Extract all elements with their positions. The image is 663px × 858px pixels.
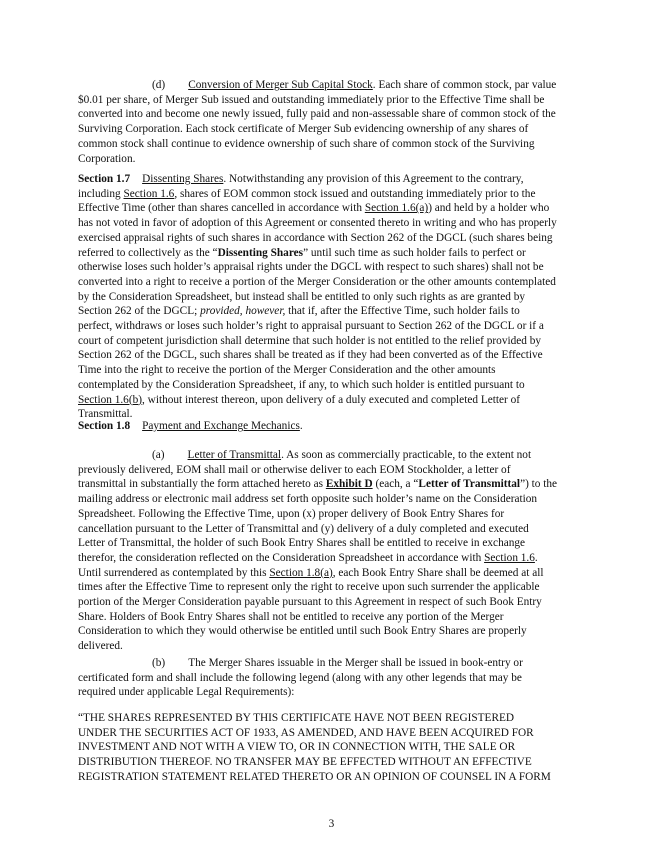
paragraph-line [78,393,590,408]
legend-line: “THE SHARES REPRESENTED BY THIS CERTIFICATE HAVE NOT BEEN REGISTERED [78,712,515,724]
paragraph-line [78,78,590,93]
section-heading: Payment and Exchange Mechanics [142,420,300,432]
text-run: transmittal in substantially the form attached hereto as [78,478,326,491]
legend-line: UNDER THE SECURITIES ACT OF 1933, AS AMENDED, AND HAVE BEEN ACQUIRED FOR [78,726,534,739]
text-run: that if, after the Effective Time, such holder fails to [285,305,520,318]
paragraph-line [78,187,590,202]
text-run: The Merger Shares issuable in the Merger shall be issued in book-entry or [188,657,523,669]
paragraph-line: converted into and become one newly issued, fully paid and non-assessable share of common stock of the [78,108,556,121]
paragraph-line: required under applicable Legal Requirements): [78,686,295,699]
paragraph-line [78,566,590,581]
paragraph-line: has not voted in favor of adoption of this Agreement or consented thereto in writing and who has properly [78,217,557,230]
paragraph-line: by the Consideration Spreadsheet, but instead shall be entitled to only such rights as are granted by [78,290,526,303]
text-run: . [299,420,303,432]
paragraph-line: certificated form and shall include the following legend (along with any other legends that may be [78,671,522,684]
section-heading: Dissenting Shares [142,173,224,185]
paragraph-line: times after the Effective Time to represent only the right to receive upon such surrender the applicable [78,581,540,594]
text-run: ”) to the [520,478,558,491]
paragraph-line: Share. Holders of Book Entry Shares shall not be entitled to receive any portion of the Merger [78,610,504,623]
paragraph-line: otherwise loses such holder’s appraisal rights under the DGCL with respect to such shares) shall not be [78,261,544,274]
paragraph-line [78,419,590,434]
paragraph-line: Surviving Corporation. Each stock certificate of Merger Sub evidencing ownership of any shares of [78,123,529,136]
paragraph-line [78,551,590,566]
section-1-7-dissenting-shares [78,172,590,422]
paragraph-line: Letter of Transmittal, the holder of such Book Entry Shares shall be entitled to receive in exchange [78,537,526,550]
text-run: . Each share of common stock, par value [372,79,557,91]
cross-reference: Section 1.6 [484,551,535,564]
section-number: Section 1.8 [78,420,131,432]
section-number: Section 1.7 [78,173,131,185]
clause-label: (a) [152,449,165,461]
text-run: , shares of EOM common stock issued and outstanding immediately prior to the [174,187,536,200]
cross-reference: Section 1.6(a) [364,202,429,215]
paragraph-line: $0.01 per share, of Merger Sub issued and outstanding immediately prior to the Effective Time shall be [78,93,545,106]
paragraph-line [78,448,590,463]
paragraph-line [78,656,590,671]
paragraph-line: Corporation. [78,152,136,165]
paragraph-line: exercised appraisal rights of such shares in accordance with Section 262 of the DGCL (such shares being [78,231,553,244]
paragraph-line [78,246,590,261]
clause-heading: Conversion of Merger Sub Capital Stock [188,79,373,91]
text-run: Until surrendered as contemplated by this [78,566,270,579]
paragraph-line: delivered. [78,640,123,653]
cross-reference: Section 1.6(b) [78,393,143,406]
paragraph-line: Time into the right to receive the portion of the Merger Consideration and the other amounts [78,364,496,377]
text-run: , each Book Entry Share shall be deemed at all [332,566,544,579]
clause-label: (b) [152,657,166,669]
paragraph-conversion-merger-sub [78,78,590,166]
paragraph-line: court of competent jurisdiction shall determine that such holder is not entitled to the relief provided by [78,334,542,347]
paragraph-line: Spreadsheet. Following the Effective Time, upon (x) proper delivery of Book Entry Shares for [78,507,505,520]
cross-reference: Section 1.8(a) [269,566,333,579]
paragraph-line: previously delivered, EOM shall mail or otherwise deliver to each EOM Stockholder, a letter of [78,463,511,476]
paragraph-line: converted into a right to receive a portion of the Merger Consideration or the other amounts contemplated [78,275,556,288]
paragraph-line [78,477,590,492]
text-run: therefor, the consideration reflected on the Consideration Spreadsheet in accordance with [78,551,485,564]
defined-term: Dissenting Shares [217,246,304,259]
clause-heading: Letter of Transmittal [187,449,282,461]
section-1-8-heading [78,419,590,434]
cross-reference: Section 1.6 [123,187,175,200]
paragraph-line: common stock shall continue to evidence ownership of such share of common stock of the Surviving [78,137,535,150]
page-number: 3 [328,818,335,830]
text-run: . Notwithstanding any provision of this Agreement to the contrary, [223,173,524,185]
paragraph-line [78,304,590,319]
defined-term: Letter of Transmittal [418,478,521,491]
legend-line: INVESTMENT AND NOT WITH A VIEW TO, OR IN CONNECTION WITH, THE SALE OR [78,741,516,754]
paragraph-line: perfect, withdraws or loses such holder’s right to appraisal pursuant to Section 262 of the DGCL or if a [78,320,544,333]
paragraph-line: Transmittal. [78,408,133,421]
securities-legend [78,711,590,785]
text-run: , without interest thereon, upon delivery of a duly executed and completed Letter of [142,393,521,406]
italic-proviso: provided, however, [200,305,286,318]
legend-line: REGISTRATION STATEMENT RELATED THERETO OR AN OPINION OF COUNSEL IN A FORM [78,770,551,783]
text-run: referred to collectively as the “ [78,246,218,259]
paragraph-line: mailing address or electronic mail address set forth opposite such holder’s name on the Consideration [78,493,538,506]
paragraph-line: contemplated by the Consideration Spreadsheet, if any, to which such holder is entitled pursuant to [78,378,525,391]
text-run: ” until such time as such holder fails to perfect or [303,246,526,259]
legend-line: DISTRIBUTION THEREOF. NO TRANSFER MAY BE EFFECTED WITHOUT AN EFFECTIVE [78,756,532,769]
paragraph-line: Section 262 of the DGCL, such shares shall be treated as if they had been converted as of the Effective [78,349,543,362]
clause-label: (d) [152,79,166,91]
exhibit-reference: Exhibit D [325,478,373,491]
paragraph-line: Consideration to which they would otherwise be entitled until such Book Entry Shares are properly [78,625,527,638]
paragraph-merger-shares-legend [78,656,590,700]
paragraph-line [78,172,590,187]
text-run: including [78,187,124,200]
text-run: ) and held by a holder who [428,202,550,215]
paragraph-letter-of-transmittal [78,448,590,654]
paragraph-line: cancellation pursuant to the Letter of Transmittal and (y) delivery of a duly completed and executed [78,522,529,535]
text-run: (each, a “ [372,478,419,491]
text-run: . [534,551,538,564]
text-run: . As soon as commercially practicable, to the extent not [281,449,532,461]
paragraph-line: portion of the Merger Consideration payable pursuant to this Agreement in respect of such Book Entry [78,596,542,609]
text-run: Section 262 of the DGCL; [78,305,201,318]
text-run: Effective Time (other than shares cancelled in accordance with [78,202,365,215]
paragraph-line [78,201,590,216]
